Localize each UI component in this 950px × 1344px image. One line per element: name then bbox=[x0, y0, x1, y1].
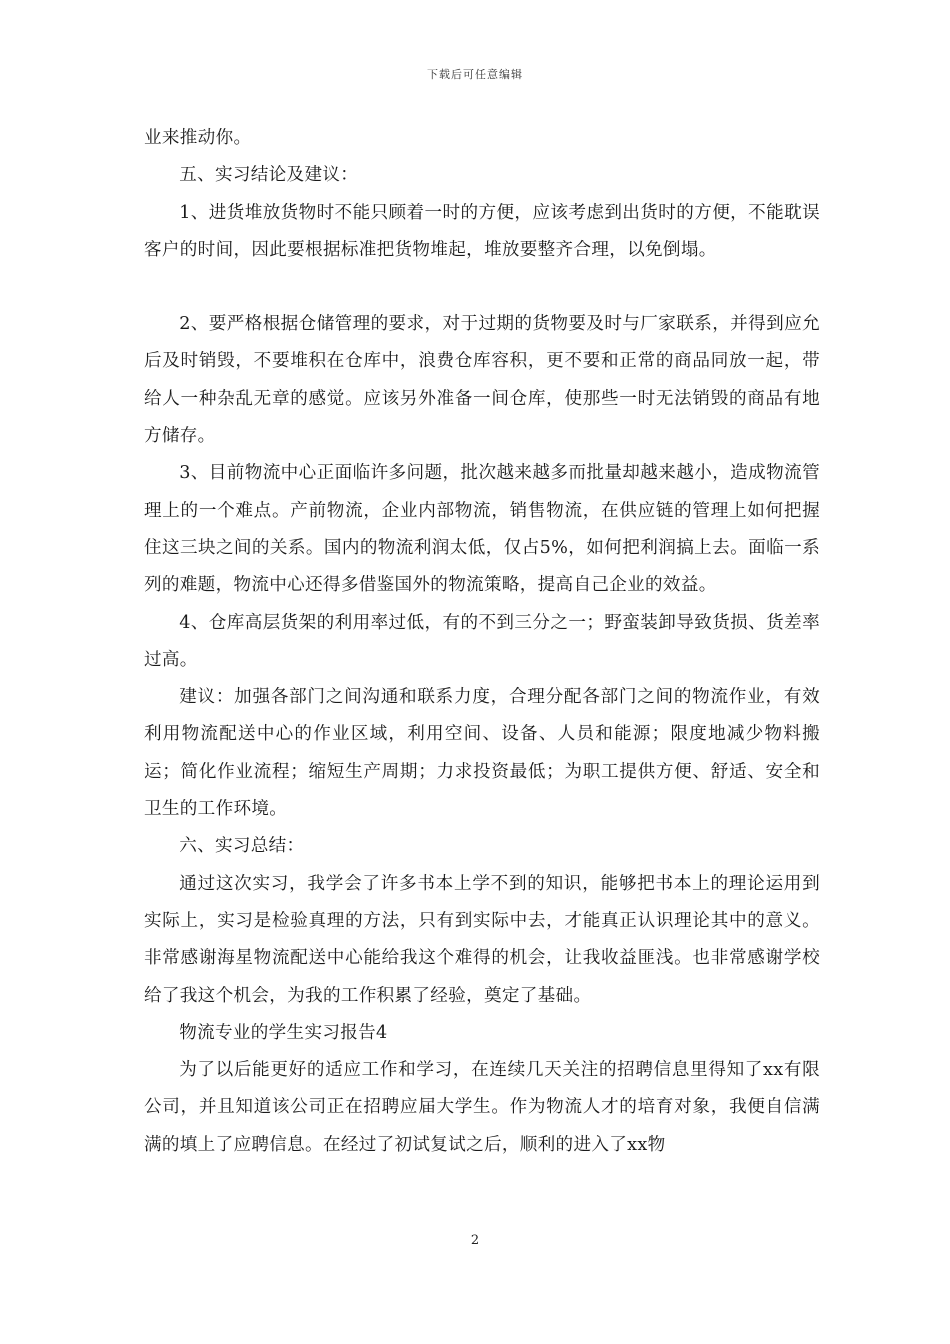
paragraph-continuation: 业来推动你。 bbox=[144, 128, 252, 148]
paragraph-suggestions: 建议：加强各部门之间沟通和联系力度，合理分配各部门之间的物流作业，有效利用物流配送中心的作业区域，利用空间、设备、人员和能源；限度地减少物料搬运；简化作业流程；缩短生产周期；力求投资最低；为职工提供方便、舒适、安全和卫生的工作环境。 bbox=[144, 687, 820, 820]
section-heading-summary: 六、实习总结： bbox=[179, 836, 305, 857]
report-title: 物流专业的学生实习报告4 bbox=[179, 1022, 388, 1043]
paragraph-item-1: 1、进货堆放货物时不能只顾着一时的方便，应该考虑到出货时的方便，不能耽误客户的时间，因此要根据标准把货物堆起，堆放要整齐合理，以免倒塌。 bbox=[144, 202, 820, 260]
paragraph-report-intro: 为了以后能更好的适应工作和学习，在连续几天关注的招聘信息里得知了xx有限公司，并且知道该公司正在招聘应届大学生。作为物流人才的培育对象，我便自信满满的填上了应聘信息。在经过了初试复试之后，顺利的进入了xx物 bbox=[144, 1060, 820, 1155]
paragraph-item-3: 3、目前物流中心正面临许多问题，批次越来越多而批量却越来越小，造成物流管理上的一个难点。产前物流，企业内部物流，销售物流，在供应链的管理上如何把握住这三块之间的关系。国内的物流利润太低，仅占5%，如何把利润搞上去。面临一系列的难题，物流中心还得多借鉴国外的物流策略，提高自己企业的效益。 bbox=[144, 463, 820, 596]
document-body bbox=[144, 120, 820, 1164]
page-number: 2 bbox=[470, 1233, 480, 1248]
paragraph-summary: 通过这次实习，我学会了许多书本上学不到的知识，能够把书本上的理论运用到实际上，实习是检验真理的方法，只有到实际中去，才能真正认识理论其中的意义。非常感谢海星物流配送中心能给我这个难得的机会，让我收益匪浅。也非常感谢学校给了我这个机会，为我的工作积累了经验，奠定了基础。 bbox=[144, 873, 820, 1006]
paragraph-item-2: 2、要严格根据仓储管理的要求，对于过期的货物要及时与厂家联系，并得到应允后及时销毁，不要堆积在仓库中，浪费仓库容积，更不要和正常的商品同放一起，带给人一种杂乱无章的感觉。应该另外准备一间仓库，使那些一时无法销毁的商品有地方储存。 bbox=[144, 314, 820, 447]
paragraph-item-4: 4、仓库高层货架的利用率过低，有的不到三分之一；野蛮装卸导致货损、货差率过高。 bbox=[144, 612, 820, 670]
blank-line bbox=[144, 269, 820, 306]
page-header: 下载后可任意编辑 bbox=[427, 68, 523, 81]
section-heading-conclusions: 五、实习结论及建议： bbox=[179, 165, 359, 186]
